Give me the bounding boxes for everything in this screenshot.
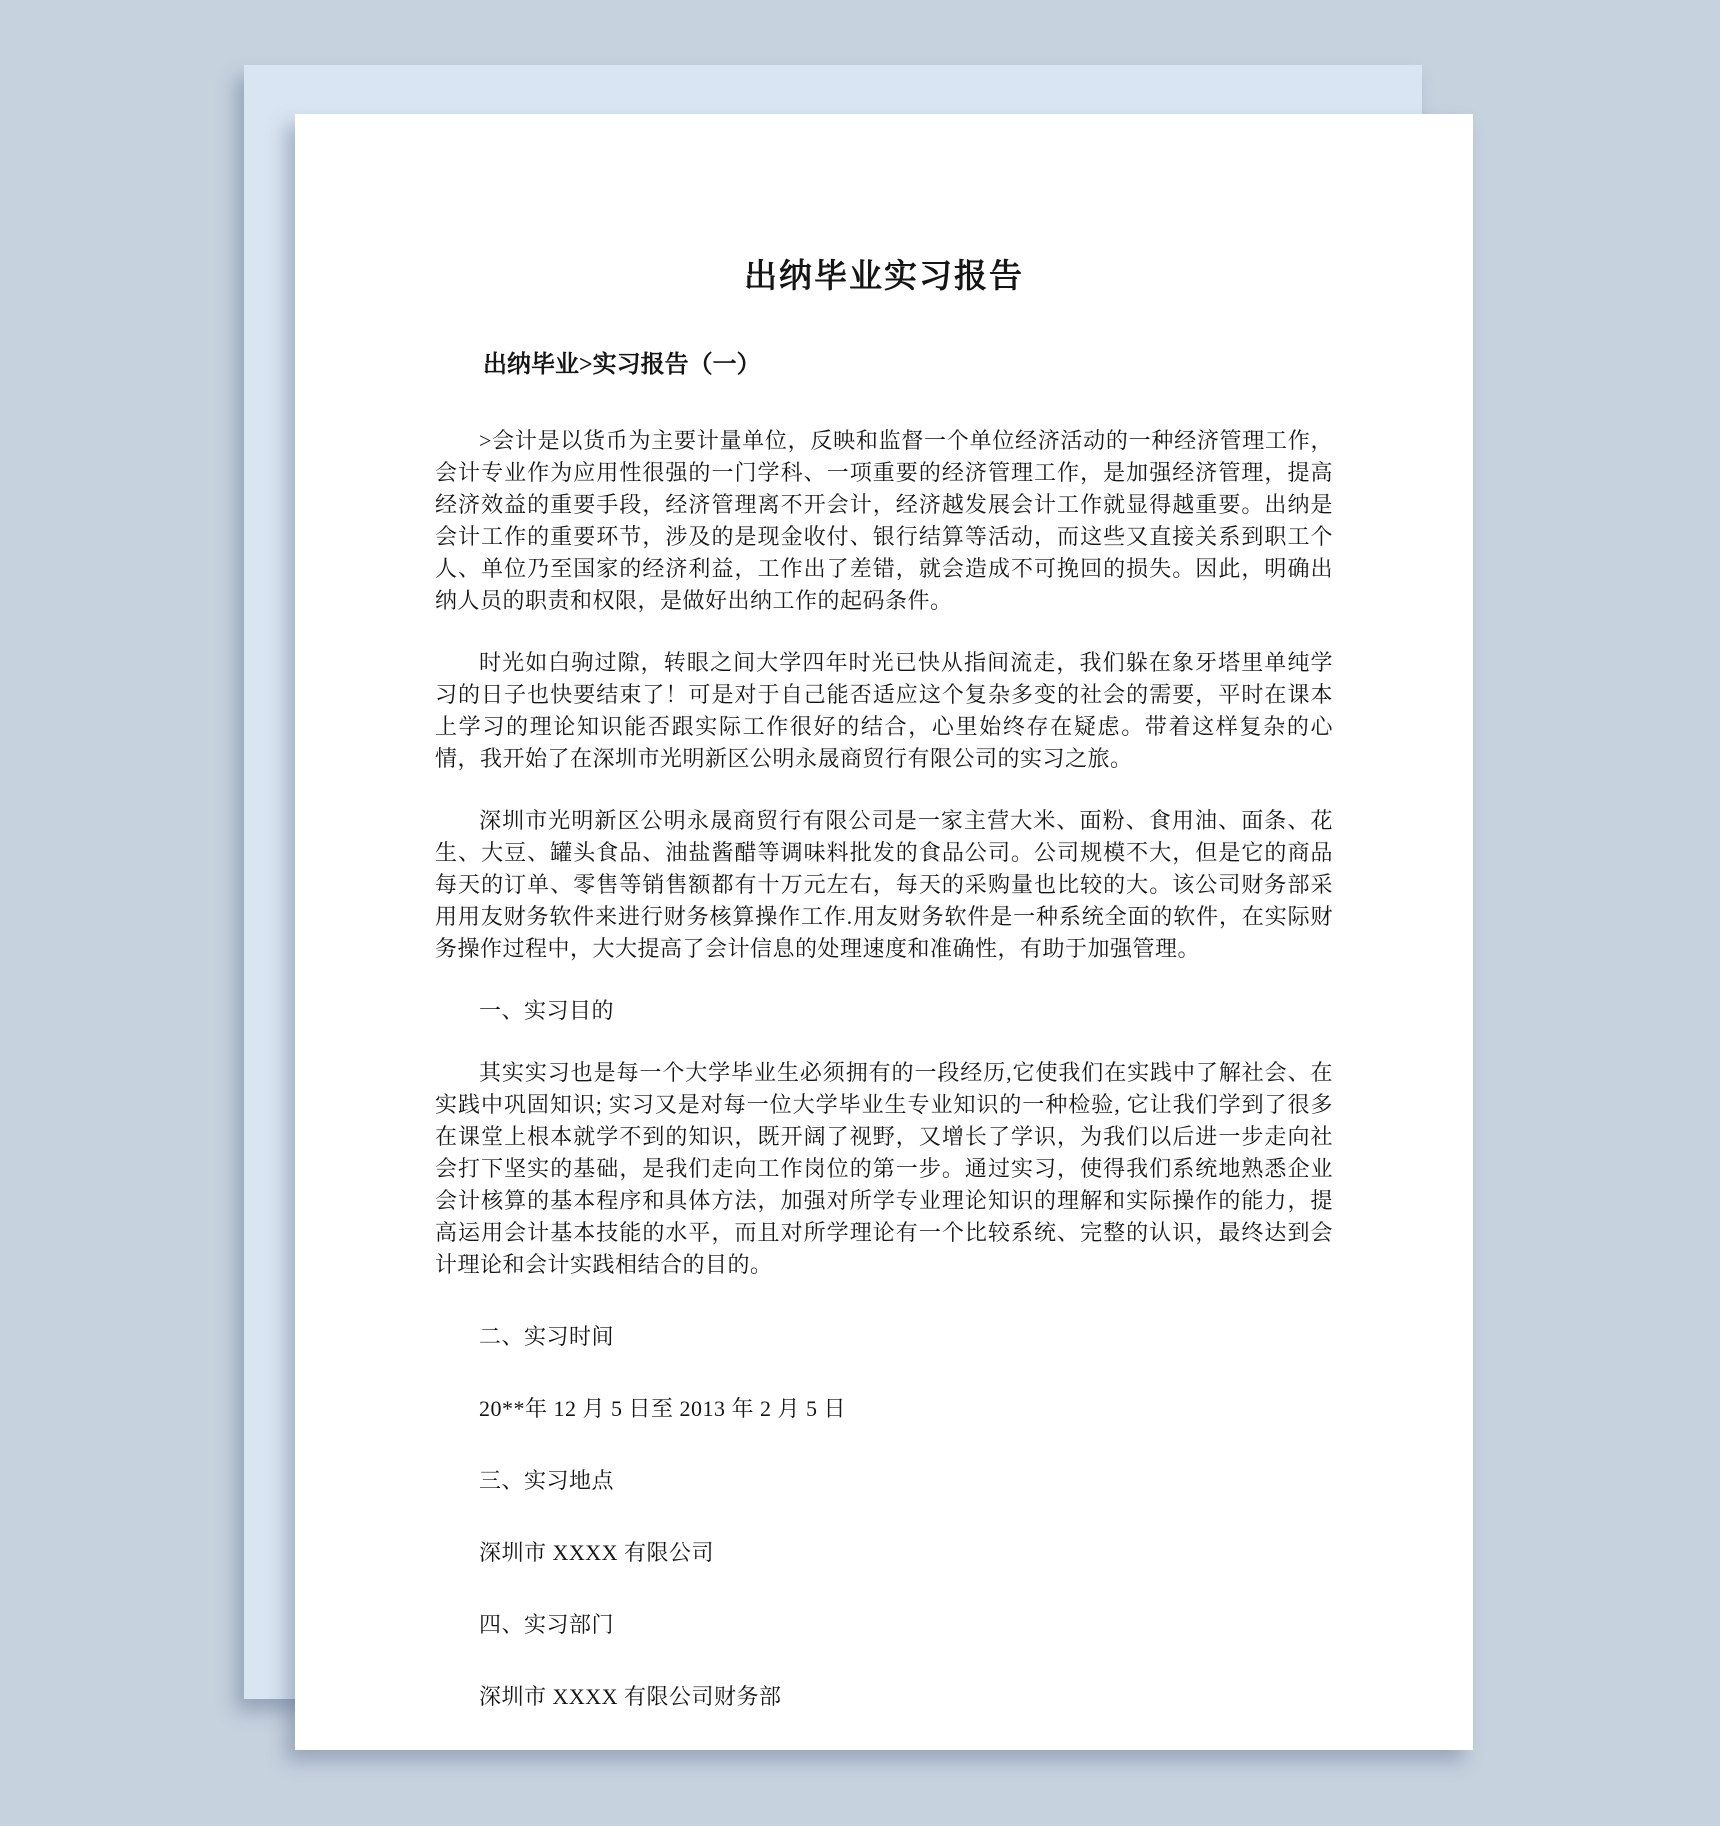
section-heading-internship-purpose: 一、实习目的 [479,998,615,1023]
section-heading-internship-location: 三、实习地点 [479,1468,615,1493]
document-title: 出纳毕业实习报告 [744,259,1024,295]
paragraph-internship-purpose: 其实实习也是每一个大学毕业生必须拥有的一段经历,它使我们在实践中了解社会、在实践中巩固知识; 实习又是对每一位大学毕业生专业知识的一种检验, 它让我们学到了很多在课堂上根本就学不到的知识，既开阔了视野，又增长了学识，为我们以后进一步走向社会打下坚实的基础，是我们走向工作岗位的第一步。通过实习，使得我们系统地熟悉企业会计核算的基本程序和具体方法，加强对所学专业理论知识的理解和实际操作的能力，提高运用会计基本技能的水平，而且对所学理论有一个比较系统、完整的认识，最终达到会计理论和会计实践相结合的目的。 [435,1060,1333,1277]
section-heading-internship-time: 二、实习时间 [479,1324,615,1349]
front-page [295,114,1473,1750]
paragraph-company-description: 深圳市光明新区公明永晟商贸行有限公司是一家主营大米、面粉、食用油、面条、花生、大豆、罐头食品、油盐酱醋等调味料批发的食品公司。公司规模不大，但是它的商品每天的订单、零售等销售额都有十万元左右，每天的采购量也比较的大。该公司财务部采用用友财务软件来进行财务核算操作工作.用友财务软件是一种系统全面的软件，在实际财务操作过程中，大大提高了会计信息的处理速度和准确性，有助于加强管理。 [435,808,1333,961]
internship-company-name: 深圳市 XXXX 有限公司 [479,1540,715,1565]
internship-department-name: 深圳市 XXXX 有限公司财务部 [479,1684,782,1709]
document-subtitle: 出纳毕业>实习报告（一） [483,352,761,378]
paragraph-intro-accounting: >会计是以货币为主要计量单位，反映和监督一个单位经济活动的一种经济管理工作，会计专业作为应用性很强的一门学科、一项重要的经济管理工作，是加强经济管理，提高经济效益的重要手段，经济管理离不开会计，经济越发展会计工作就显得越重要。出纳是会计工作的重要环节，涉及的是现金收付、银行结算等活动，而这些又直接关系到职工个人、单位乃至国家的经济利益，工作出了差错，就会造成不可挽回的损失。因此，明确出纳人员的职责和权限，是做好出纳工作的起码条件。 [435,428,1333,613]
document-content [295,114,1473,1713]
section-heading-internship-department: 四、实习部门 [479,1612,615,1637]
paragraph-time-flies: 时光如白驹过隙，转眼之间大学四年时光已快从指间流走，我们躲在象牙塔里单纯学习的日子也快要结束了！可是对于自己能否适应这个复杂多变的社会的需要，平时在课本上学习的理论知识能否跟实际工作很好的结合，心里始终存在疑虑。带着这样复杂的心情，我开始了在深圳市光明新区公明永晟商贸行有限公司的实习之旅。 [435,650,1333,771]
internship-date-range: 20**年 12 月 5 日至 2013 年 2 月 5 日 [479,1396,847,1421]
